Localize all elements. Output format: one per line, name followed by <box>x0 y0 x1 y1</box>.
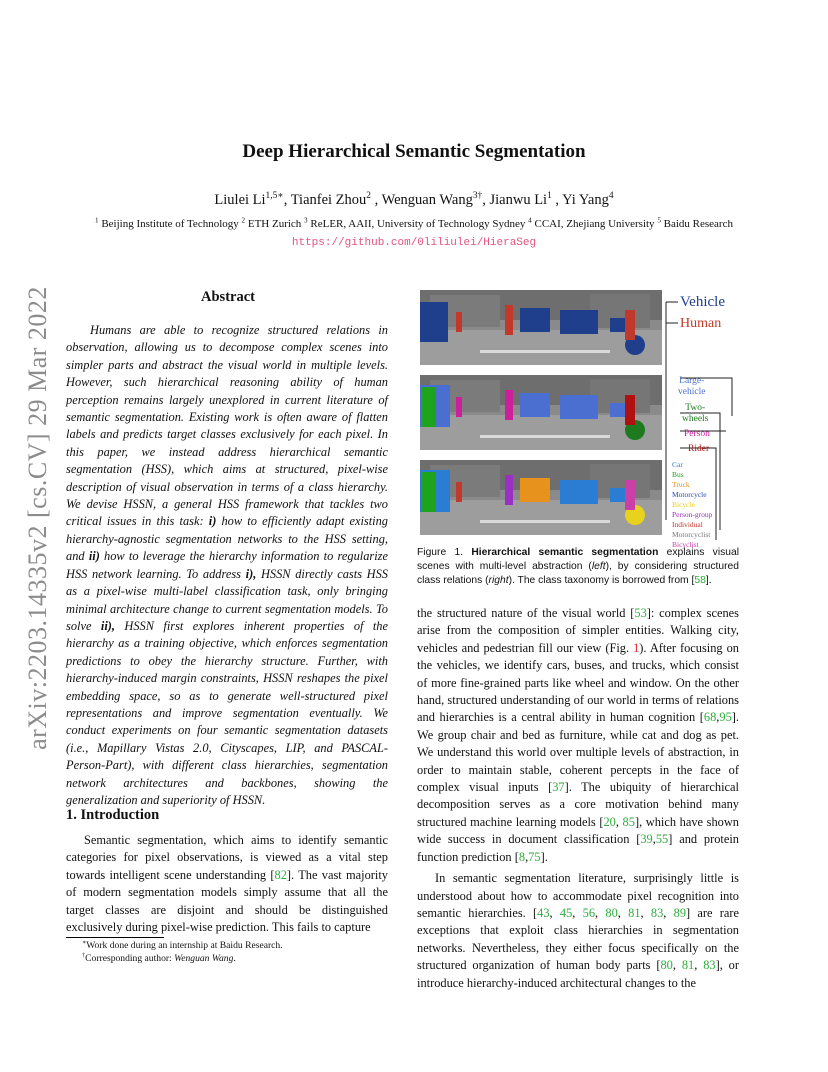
abstract-text: Humans are able to recognize structured relations in observation, allowing us to decompose complex scenes into simpler parts and abstract the visual world in multiple levels. However, such hierarchical reasoning ability of human perception remains largely unexplored in current literature of semantic segmentation. Existing work is often aware of flatten labels and predicts target classes exclusively for each pixel. In this paper, we instead address hierarchical semantic segmentation (HSS), which aims at structured, pixel-wise description of visual observation in terms of a class hierarchy. We devise HSSN, a general HSS framework that tackles two critical issues in this task: i) how to efficiently adapt existing hierarchy-agnostic segmentation networks to the HSS setting, and ii) how to leverage the hierarchy information to regularize HSS network learning. To address i), HSSN directly casts HSS as a pixel-wise multi-label classification task, only bringing minimal architecture change to current segmentation models. To solve ii), HSSN first explores inherent properties of the hierarchy as a training objective, which enforces segmentation predictions to obey the hierarchy structure. Further, with hierarchy-induced margin constraints, HSSN reshapes the pixel embedding space, so as to generate well-structured pixel representations and improve segmentation eventually. We conduct experiments on four semantic segmentation datasets (i.e., Mapillary Vistas 2.0, Cityscapes, LIP, and PASCAL-Person-Part), with different class hierarchies, segmentation network architectures and backbones, showing the generalization and superiority of HSSN. <box>66 323 389 807</box>
leaf-truck: Truck <box>672 480 690 489</box>
citation-link[interactable]: 53 <box>634 606 647 620</box>
taxonomy-vehicle: Vehicle <box>680 294 725 310</box>
leaf-bus: Bus <box>672 470 684 479</box>
affiliations: $^1$ Beijing Institute of Technology $^2$ ETH Zurich $^3$ ReLER, AAII, University of Technology Sydney $^4$ CCAI, Zhejiang University $^5$ Baidu Research <box>95 216 733 230</box>
figure-caption: Figure 1. Hierarchical semantic segmentation explains visual scenes with multi-level abstraction (left), by considering structured class relations (right). The class taxonomy is borrowed from [58]. <box>417 547 740 586</box>
abstract-heading: Abstract <box>201 289 255 305</box>
paragraph: the structured nature of the visual world [53]: complex scenes arise from the composition of simpler entities. Walking city, vehicles and pedestrian fill our view (Fig. 1). After focusing on the vehicles, we identify cars, buses, and trucks, which consist of more fine-grained parts like wheel and window. On the other hand, structured understanding of our world in terms of relations and hierarchies is a central ability in human cognition [68,95]. We group chair and bed as furniture, while cat and dog as pet. We understand this world over multiple levels of abstraction, in order to maintain stable, coherent percepts in the face of complex visual inputs [37]. The ubiquity of hierarchical decomposition serves as a core motivation behind many structured machine learning models [20, 85], which have shown wide success in document classification [39,55] and protein function prediction [8,75]. <box>417 606 740 864</box>
citation-link[interactable]: 89 <box>673 905 687 920</box>
scene-panel-fine <box>420 460 662 535</box>
leaf-individual: Individual <box>672 520 703 529</box>
citation-link[interactable]: 81 <box>681 958 695 973</box>
footnotes <box>66 939 396 965</box>
leaf-motorcyclist: Motorcyclist <box>672 530 711 539</box>
citation-link[interactable]: 80 <box>605 905 618 920</box>
intro-text: Semantic segmentation, which aims to identify semantic categories for pixel observations, is viewed as a vital step towards intelligent scene understanding [82]. The vast majority of modern segmentation models simply assume that all the target classes are disjoint and should be distinguished exclusively during pixel-wise prediction. This fails to capture <box>66 833 389 935</box>
leaf-car: Car <box>672 460 683 469</box>
figure-1 <box>420 290 740 549</box>
leaf-person-group: Person-group <box>672 510 713 519</box>
author-list: Liulei $Li^{1,5∗}$, Tianfei Zhou$^2$ , Wenguan Wang$^{3\dagger}$, Jianwu Li$^1$ , Yi Yang$^4$ <box>214 191 614 208</box>
citation-link[interactable]: 8 <box>518 849 526 864</box>
footnote-2: †Corresponding author: Wenguan Wang. <box>82 951 236 964</box>
arxiv-side-label: arXiv:2203.14335v2 [cs.CV] 29 Mar 2022 <box>23 286 52 750</box>
leaf-bicycle: Bicycle <box>672 500 695 509</box>
scene-panel-coarse <box>420 290 662 365</box>
citation-link[interactable]: 39 <box>640 832 653 847</box>
taxonomy-human: Human <box>680 316 722 331</box>
taxonomy-leaf-list <box>672 460 712 550</box>
code-link[interactable]: https://github.com/0liliulei/HieraSeg <box>291 237 537 249</box>
citation-link[interactable]: 75 <box>528 849 541 864</box>
citation-link[interactable]: 45 <box>559 905 573 920</box>
paragraph: In semantic segmentation literature, surprisingly little is understood about how to accommodate pixel recognition into semantic hierarchies. [43, 45, 56, 80, 81, 83, 89] are rare exceptions that exploit class hierarchies in segmentation networks. Nevertheless, they either focus specifically on the structured organization of human body parts [80, 81, 83], or introduce hierarchy-induced architectural changes to the <box>417 871 740 990</box>
figure-ref-link[interactable]: 1 <box>633 640 640 655</box>
intro-heading: 1. Introduction <box>66 807 160 823</box>
citation-link[interactable]: 56 <box>582 905 596 920</box>
citation-link[interactable]: 85 <box>622 814 635 829</box>
citation-link[interactable]: 58 <box>694 575 706 586</box>
citation-link[interactable]: 80 <box>660 958 673 973</box>
citation-link[interactable]: 37 <box>552 780 565 795</box>
paper-title: Deep Hierarchical Semantic Segmentation <box>242 141 586 162</box>
taxonomy-rider: Rider <box>688 444 710 454</box>
citation-link[interactable]: 81 <box>628 905 641 920</box>
footnote-rule <box>66 937 164 938</box>
citation-link[interactable]: 43 <box>537 905 550 920</box>
citation-link[interactable]: 20 <box>603 814 616 829</box>
citation-link[interactable]: 55 <box>655 832 669 847</box>
taxonomy-large-vehicle: Large- vehicle <box>678 376 706 397</box>
taxonomy-two-wheels: Two- wheels <box>682 403 709 424</box>
citation-link[interactable]: 83 <box>650 905 664 920</box>
leaf-bicyclist: Bicyclist <box>672 540 699 549</box>
footnote-1: ∗Work done during an internship at Baidu Research. <box>82 938 283 951</box>
citation-link[interactable]: 95 <box>719 710 732 725</box>
citation-link[interactable]: 82 <box>274 867 287 882</box>
scene-panel-middle <box>420 375 662 450</box>
citation-link[interactable]: 68 <box>703 710 717 725</box>
leaf-motorcycle: Motorcycle <box>672 490 707 499</box>
right-column-text <box>417 605 739 992</box>
taxonomy-person: Person <box>684 429 710 439</box>
citation-link[interactable]: 83 <box>703 958 716 973</box>
